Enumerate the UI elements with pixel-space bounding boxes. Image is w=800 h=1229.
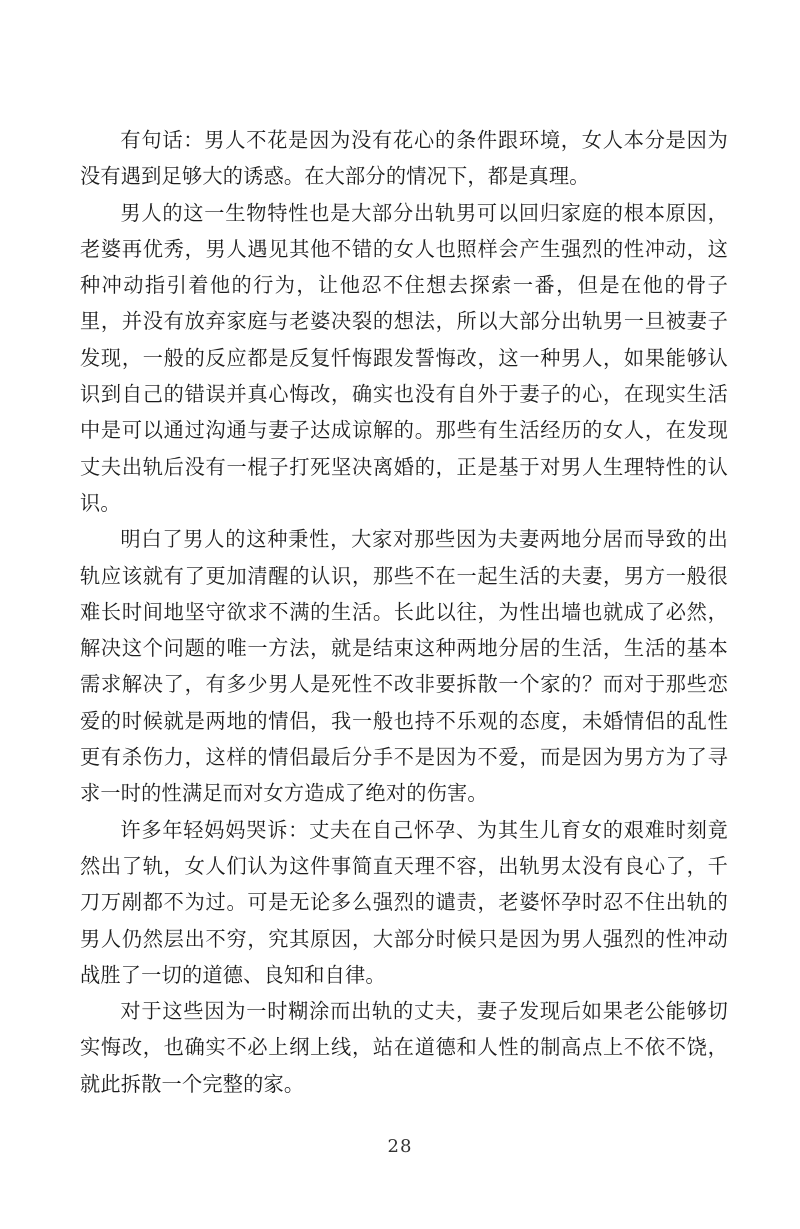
paragraph-5: 对于这些因为一时糊涂而出轨的丈夫，妻子发现后如果老公能够切实悔改，也确实不必上纲上线，站在道德和人性的制高点上不依不饶，就此拆散一个完整的家。 xyxy=(80,999,728,1096)
page-number: 28 xyxy=(387,1136,413,1157)
paragraph-2: 男人的这一生物特性也是大部分出轨男可以回归家庭的根本原因，老婆再优秀，男人遇见其他不错的女人也照样会产生强烈的性冲动，这种冲动指引着他的行为，让他忍不住想去探索一番，但是在他的骨子里，并没有放弃家庭与老婆决裂的想法，所以大部分出轨男一旦被妻子发现，一般的反应都是反复忏悔跟发誓悔改，这一种男人，如果能够认识到自己的错误并真心悔改，确实也没有自外于妻子的心，在现实生活中是可以通过沟通与妻子达成谅解的。那些有生活经历的女人，在发现丈夫出轨后没有一棍子打死坚决离婚的，正是基于对男人生理特性的认识。 xyxy=(80,200,728,515)
paragraph-4: 许多年轻妈妈哭诉：丈夫在自己怀孕、为其生儿育女的艰难时刻竟然出了轨，女人们认为这件事简直天理不容，出轨男太没有良心了，千刀万剐都不为过。可是无论多么强烈的谴责，老婆怀孕时忍不住出轨的男人仍然层出不穷，究其原因，大部分时候只是因为男人强烈的性冲动战胜了一切的道德、良知和自律。 xyxy=(80,817,728,987)
paragraph-1: 有句话：男人不花是因为没有花心的条件跟环境，女人本分是因为没有遇到足够大的诱惑。在大部分的情况下，都是真理。 xyxy=(80,128,728,189)
body-text xyxy=(80,122,728,1102)
paragraph-3: 明白了男人的这种秉性，大家对那些因为夫妻两地分居而导致的出轨应该就有了更加清醒的认识，那些不在一起生活的夫妻，男方一般很难长时间地坚守欲求不满的生活。长此以往，为性出墙也就成了必然，解决这个问题的唯一方法，就是结束这种两地分居的生活，生活的基本需求解决了，有多少男人是死性不改非要拆散一个家的？而对于那些恋爱的时候就是两地的情侣，我一般也持不乐观的态度，未婚情侣的乱性更有杀伤力，这样的情侣最后分手不是因为不爱，而是因为男方为了寻求一时的性满足而对女方造成了绝对的伤害。 xyxy=(80,527,728,806)
